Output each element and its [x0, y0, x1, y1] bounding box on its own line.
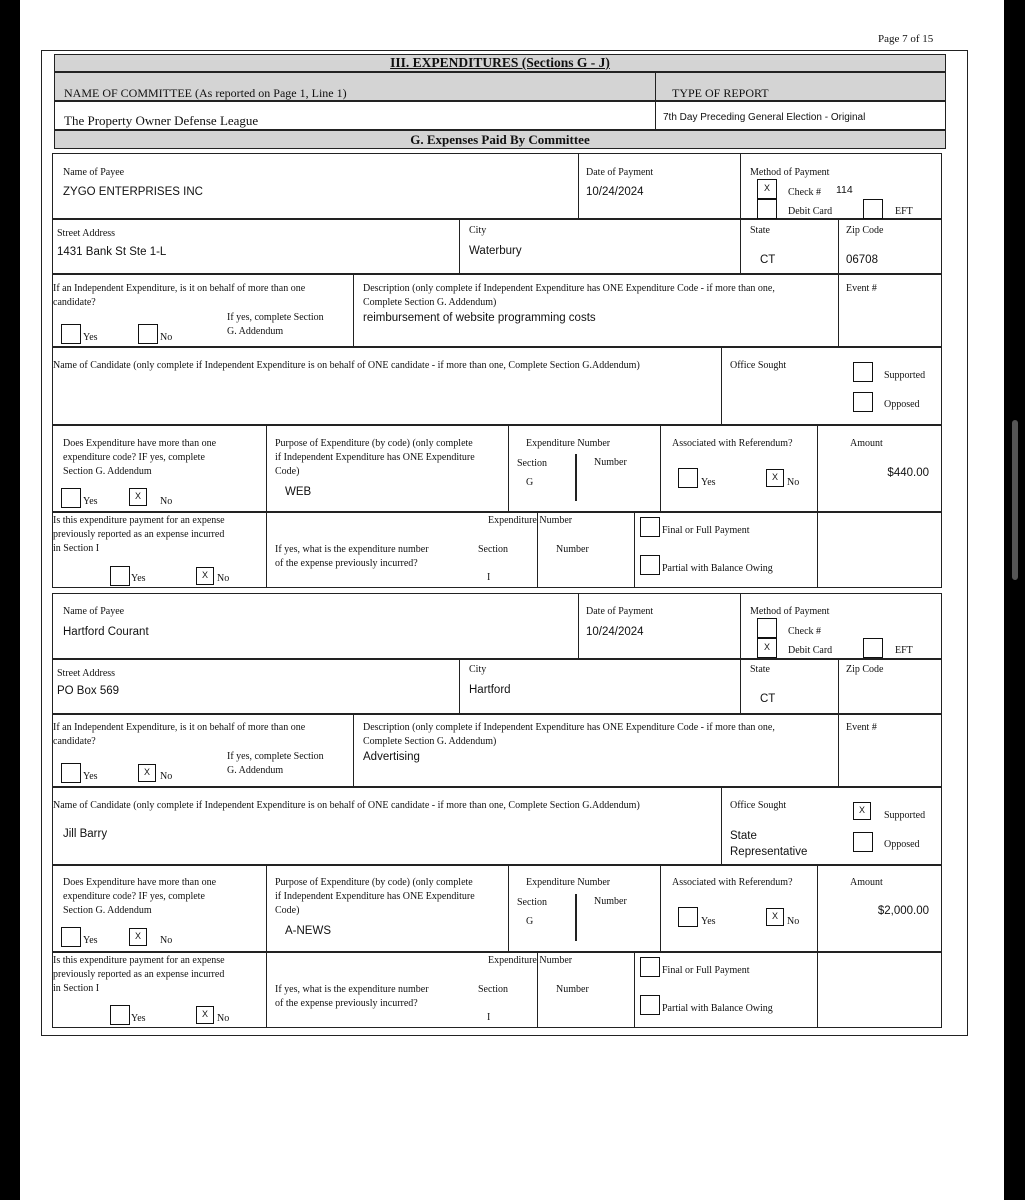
description-label: Description (only complete if Independent Expenditure has ONE Expenditure Code - if more than one, Complete Section G. Addendum)	[363, 283, 775, 308]
description: reimbursement of website programming costs	[363, 312, 596, 324]
office-sought: State Representative	[730, 830, 808, 858]
prev-number-question: If yes, what is the expenditure number of the expense previously incurred?	[275, 984, 429, 1009]
street-label: Street Address	[57, 228, 116, 239]
check-checkbox[interactable]: X	[757, 179, 777, 199]
purpose-label: Purpose of Expenditure (by code) (only complete if Independent Expenditure has ONE Expenditure Code)	[275, 438, 475, 477]
referendum-yes-checkbox[interactable]	[678, 907, 698, 927]
description-label: Description (only complete if Independent Expenditure has ONE Expenditure Code - if more than one, Complete Section G. Addendum)	[363, 722, 775, 747]
ie-if-yes: If yes, complete Section G. Addendum	[227, 312, 324, 337]
zip-label: Zip Code	[846, 225, 884, 236]
payment-date: 10/24/2024	[586, 186, 644, 198]
committee-label: NAME OF COMMITTEE (As reported on Page 1, Line 1)	[64, 86, 347, 100]
payee-label: Name of Payee	[63, 167, 125, 178]
referendum-no-checkbox[interactable]: X	[766, 908, 784, 926]
referendum-label: Associated with Referendum?	[672, 438, 793, 449]
payee-label: Name of Payee	[63, 606, 125, 617]
office-sought-label: Office Sought	[730, 800, 787, 811]
city: Waterbury	[469, 245, 522, 257]
description: Advertising	[363, 751, 420, 763]
candidate-label: Name of Candidate (only complete if Independent Expenditure is on behalf of ONE candidate - if more than one, Complete Section G.Addendum)	[53, 360, 640, 371]
check-number: 114	[836, 184, 853, 196]
method-label: Method of Payment	[750, 167, 830, 178]
date-label: Date of Payment	[586, 167, 654, 178]
prev-yes-checkbox[interactable]	[110, 566, 130, 586]
opposed-checkbox[interactable]	[853, 832, 873, 852]
prev-no-checkbox[interactable]: X	[196, 1006, 214, 1024]
previously-reported-question: Is this expenditure payment for an expense previously reported as an expense incurred in Section I	[53, 955, 225, 994]
opposed-checkbox[interactable]	[853, 392, 873, 412]
supported-checkbox[interactable]	[853, 362, 873, 382]
supported-checkbox[interactable]: X	[853, 802, 871, 820]
more-codes-question: Does Expenditure have more than one expenditure code? IF yes, complete Section G. Addendum	[63, 438, 217, 477]
purpose-code: WEB	[285, 486, 312, 498]
amount-label: Amount	[850, 877, 883, 888]
ie-question: If an Independent Expenditure, is it on behalf of more than one candidate?	[53, 722, 306, 747]
street-address: PO Box 569	[57, 685, 120, 697]
purpose-code: A-NEWS	[285, 925, 331, 937]
payment-date: 10/24/2024	[586, 626, 644, 638]
more-codes-no-checkbox[interactable]: X	[129, 928, 147, 946]
street-label: Street Address	[57, 668, 116, 679]
date-label: Date of Payment	[586, 606, 654, 617]
zip-label: Zip Code	[846, 664, 884, 675]
amount: $2,000.00	[877, 905, 929, 917]
office-sought-label: Office Sought	[730, 360, 787, 371]
debit-card-label: Debit Card	[788, 645, 833, 656]
subsection-title: G. Expenses Paid By Committee	[410, 132, 590, 147]
form-page: Page 7 of 15 III. EXPENDITURES (Sections G - J) NAME OF COMMITTEE (As reported on Page 1, Line 1) TYPE OF REPORT The Property Owner Defense League 7th Day Preceding General Election - Original G. Expenses Paid By Committee Name of Payee ZYGO ENTERPRISES INC Date of Payment 10/24/2024 Method of Payment X Check # 114 Debit Card EFT Street Address 1431 Bank St Ste 1-L City Waterbury State CT Zip Code 06708 If an Independent Expenditure, is it on behalf of more than one candidate? If yes, complete Section G. Addendum Yes No Description (only complete if Independent Expenditure has ONE Expenditure Code - if more than one, Complete Section G. Addendum) reimbursement of website programming costs Event # Name of Candidate (only complete if Independent Expenditure is on behalf of ONE candidate - if more than one, Complete Section G.Addendum) Office Sought Supported Opposed Does Expenditure have more than one expenditure code? IF yes, complete Section G. Addendum Yes X No Purpose of Expenditure (by code) (only complete if Independent Expenditure has ONE Expenditure Code) WEB Expenditure Number Section G Number Associated with Referendum? Yes X No Amount $440.00 Is this expenditure payment for an expense previously reported as an expense incurred in Section I Yes X No If yes, what is the expenditure number of the expense previously incurred? Expenditure Number Section I Number Final or Full Payment Partial with Balance Owing Name of Payee Hartford Courant Date of Payment 10/24/2024 Method of Payment Check # X Debit Card EFT Street Address PO Box 569 City Hartford State CT Zip Code If an Independent Expenditure, is it on behalf of more than one candidate? If yes, complete Section G. Addendum Yes X No Description (only complete if Independent Expenditure has ONE Expenditure Code - if more than one, Complete Section G. Addendum) Advertising Event # Name of Candidate (only complete if Independent Expenditure is on behalf of ONE candidate - if more than one, Complete Section G.Addendum) Jill Barry Office Sought State Representative X Supported Opposed Does Expenditure have more than one expenditure code? IF yes, complete Section G. Addendum Yes X No Purpose of Expenditure (by code) (only complete if Independent Expenditure has ONE Expenditure Code) A-NEWS Expenditure Number Section G Number Associated with Referendum? Yes X No Amount $2,000.00 Is this expenditure payment for an expense previously reported as an expense incurred in Section I Yes X No If yes, what is the expenditure number of the expense previously incurred? Expenditure Number Section I Number Final or Full Payment Partial with Balance Owing	[20, 0, 1004, 1200]
expenditure-number-label: Expenditure Number	[526, 438, 611, 449]
event-label: Event #	[846, 722, 877, 733]
report-type-label: TYPE OF REPORT	[672, 86, 769, 100]
section-title: III. EXPENDITURES (Sections G - J)	[390, 55, 610, 70]
ie-no-checkbox[interactable]: X	[138, 764, 156, 782]
page-number: Page 7 of 15	[878, 33, 934, 45]
candidate-name: Jill Barry	[63, 828, 108, 840]
purpose-label: Purpose of Expenditure (by code) (only complete if Independent Expenditure has ONE Expenditure Code)	[275, 877, 475, 916]
city-label: City	[469, 664, 487, 675]
committee-name: The Property Owner Defense League	[64, 113, 259, 128]
eft-checkbox[interactable]	[863, 199, 883, 219]
eft-label: EFT	[895, 206, 913, 217]
payee-name: ZYGO ENTERPRISES INC	[63, 186, 203, 198]
final-payment-checkbox[interactable]	[640, 517, 660, 537]
city: Hartford	[469, 684, 511, 696]
debit-card-checkbox[interactable]: X	[757, 638, 777, 658]
amount: $440.00	[887, 467, 929, 479]
scrollbar-thumb[interactable]	[1012, 420, 1018, 580]
report-type: 7th Day Preceding General Election - Original	[663, 112, 866, 123]
more-codes-yes-checkbox[interactable]	[61, 927, 81, 947]
more-codes-question: Does Expenditure have more than one expenditure code? IF yes, complete Section G. Addendum	[63, 877, 217, 916]
street-address: 1431 Bank St Ste 1-L	[57, 246, 167, 258]
more-codes-yes-checkbox[interactable]	[61, 488, 81, 508]
referendum-label: Associated with Referendum?	[672, 877, 793, 888]
state-label: State	[750, 664, 770, 675]
eft-checkbox[interactable]	[863, 638, 883, 658]
previously-reported-question: Is this expenditure payment for an expense previously reported as an expense incurred in Section I	[53, 515, 225, 554]
zip-code: 06708	[846, 254, 878, 266]
partial-payment-checkbox[interactable]	[640, 555, 660, 575]
method-label: Method of Payment	[750, 606, 830, 617]
eft-label: EFT	[895, 645, 913, 656]
prev-number-question: If yes, what is the expenditure number of the expense previously incurred?	[275, 544, 429, 569]
state: CT	[760, 693, 776, 705]
final-payment-checkbox[interactable]	[640, 957, 660, 977]
partial-payment-checkbox[interactable]	[640, 995, 660, 1015]
ie-question: If an Independent Expenditure, is it on behalf of more than one candidate?	[53, 283, 306, 308]
referendum-no-checkbox[interactable]: X	[766, 469, 784, 487]
ie-yes-checkbox[interactable]	[61, 324, 81, 344]
expenditure-number-label: Expenditure Number	[526, 877, 611, 888]
event-label: Event #	[846, 283, 877, 294]
check-checkbox[interactable]	[757, 618, 777, 638]
check-label: Check #	[788, 626, 822, 637]
ie-no-checkbox[interactable]	[138, 324, 158, 344]
city-label: City	[469, 225, 487, 236]
payee-name: Hartford Courant	[63, 626, 149, 638]
debit-card-checkbox[interactable]	[757, 199, 777, 219]
state: CT	[760, 254, 776, 266]
state-label: State	[750, 225, 770, 236]
candidate-label: Name of Candidate (only complete if Independent Expenditure is on behalf of ONE candidate - if more than one, Complete Section G.Addendum)	[53, 800, 640, 811]
debit-card-label: Debit Card	[788, 206, 833, 217]
ie-yes-checkbox[interactable]	[61, 763, 81, 783]
prev-no-checkbox[interactable]: X	[196, 567, 214, 585]
check-label: Check #	[788, 187, 822, 198]
referendum-yes-checkbox[interactable]	[678, 468, 698, 488]
prev-yes-checkbox[interactable]	[110, 1005, 130, 1025]
more-codes-no-checkbox[interactable]: X	[129, 488, 147, 506]
amount-label: Amount	[850, 438, 883, 449]
ie-if-yes: If yes, complete Section G. Addendum	[227, 751, 324, 776]
